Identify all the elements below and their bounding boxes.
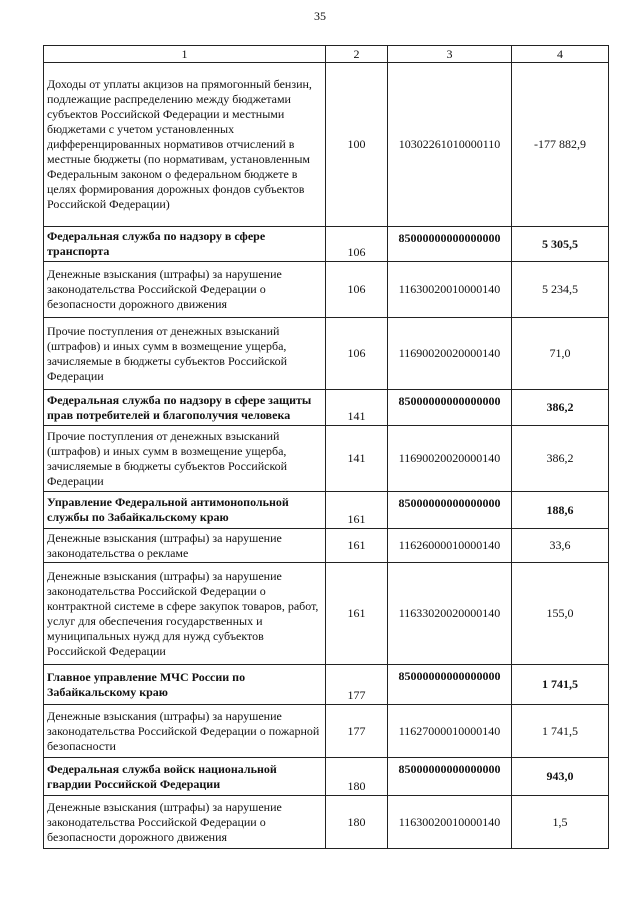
table-row: [44, 262, 609, 318]
table-row: [44, 426, 609, 492]
row-admin-code: 161: [326, 529, 388, 563]
row-kbk: 85000000000000000: [388, 227, 512, 262]
table-row-section: [44, 492, 609, 529]
row-amount: 1 741,5: [512, 705, 609, 758]
column-header-4: 4: [512, 46, 609, 63]
row-name: Денежные взыскания (штрафы) за нарушение законодательства Российской Федерации о безопасности дорожного движения: [44, 796, 326, 849]
row-kbk: 11626000010000140: [388, 529, 512, 563]
row-kbk: 85000000000000000: [388, 665, 512, 705]
table-row-section: [44, 227, 609, 262]
row-amount: 1,5: [512, 796, 609, 849]
row-name: Денежные взыскания (штрафы) за нарушение законодательства Российской Федерации о пожарной безопасности: [44, 705, 326, 758]
row-admin-code: 180: [326, 758, 388, 796]
row-amount: 71,0: [512, 318, 609, 390]
table-header-row: [44, 46, 609, 63]
row-kbk: 11633020020000140: [388, 563, 512, 665]
table-row: [44, 563, 609, 665]
row-amount: 188,6: [512, 492, 609, 529]
row-kbk: 11630020010000140: [388, 262, 512, 318]
column-header-3: 3: [388, 46, 512, 63]
table-row: [44, 705, 609, 758]
page-number: 35: [314, 9, 326, 23]
row-kbk: 11630020010000140: [388, 796, 512, 849]
row-amount: 5 234,5: [512, 262, 609, 318]
column-header-2: 2: [326, 46, 388, 63]
row-amount: 155,0: [512, 563, 609, 665]
row-amount: 5 305,5: [512, 227, 609, 262]
row-kbk: 85000000000000000: [388, 492, 512, 529]
row-name: Денежные взыскания (штрафы) за нарушение законодательства Российской Федерации о контрактной системе в сфере закупок товаров, работ, услуг для обеспечения государственных и муниципальных нужд для нужд субъектов Российской Федерации: [44, 563, 326, 665]
row-kbk: 11690020020000140: [388, 426, 512, 492]
row-admin-code: 100: [326, 63, 388, 227]
table-row: [44, 796, 609, 849]
row-name: Денежные взыскания (штрафы) за нарушение законодательства Российской Федерации о безопасности дорожного движения: [44, 262, 326, 318]
row-admin-code: 141: [326, 426, 388, 492]
row-amount: 386,2: [512, 426, 609, 492]
row-amount: -177 882,9: [512, 63, 609, 227]
row-admin-code: 106: [326, 318, 388, 390]
table-row: [44, 529, 609, 563]
row-name: Прочие поступления от денежных взысканий (штрафов) и иных сумм в возмещение ущерба, зачисляемые в бюджеты субъектов Российской Федерации: [44, 318, 326, 390]
row-admin-code: 180: [326, 796, 388, 849]
table-row: [44, 63, 609, 227]
table-row-section: [44, 390, 609, 426]
table-row: [44, 318, 609, 390]
column-header-1: 1: [44, 46, 326, 63]
row-name: Федеральная служба по надзору в сфере транспорта: [44, 227, 326, 262]
row-amount: 1 741,5: [512, 665, 609, 705]
row-amount: 943,0: [512, 758, 609, 796]
table-row-section: [44, 758, 609, 796]
row-name: Доходы от уплаты акцизов на прямогонный бензин, подлежащие распределению между бюджетами субъектов Российской Федерации и местными бюджетами с учетом установленных дифференцированных нормативов отчислений в местные бюджеты (по нормативам, установленным Федеральным законом о федеральном бюджете в целях формирования дорожных фондов субъектов Российской Федерации): [44, 63, 326, 227]
table-row-section: [44, 665, 609, 705]
row-name: Главное управление МЧС России по Забайкальскому краю: [44, 665, 326, 705]
row-admin-code: 161: [326, 563, 388, 665]
row-kbk: 11690020020000140: [388, 318, 512, 390]
row-kbk: 85000000000000000: [388, 390, 512, 426]
row-admin-code: 177: [326, 705, 388, 758]
row-kbk: 85000000000000000: [388, 758, 512, 796]
row-admin-code: 141: [326, 390, 388, 426]
row-admin-code: 177: [326, 665, 388, 705]
row-name: Федеральная служба войск национальной гвардии Российской Федерации: [44, 758, 326, 796]
row-name: Федеральная служба по надзору в сфере защиты прав потребителей и благополучия человека: [44, 390, 326, 426]
row-kbk: 11627000010000140: [388, 705, 512, 758]
row-name: Прочие поступления от денежных взысканий (штрафов) и иных сумм в возмещение ущерба, зачисляемые в бюджеты субъектов Российской Федерации: [44, 426, 326, 492]
row-name: Управление Федеральной антимонопольной службы по Забайкальскому краю: [44, 492, 326, 529]
revenue-table: [43, 45, 609, 849]
row-amount: 33,6: [512, 529, 609, 563]
row-amount: 386,2: [512, 390, 609, 426]
row-admin-code: 106: [326, 227, 388, 262]
row-admin-code: 161: [326, 492, 388, 529]
row-name: Денежные взыскания (штрафы) за нарушение законодательства о рекламе: [44, 529, 326, 563]
row-admin-code: 106: [326, 262, 388, 318]
row-kbk: 10302261010000110: [388, 63, 512, 227]
